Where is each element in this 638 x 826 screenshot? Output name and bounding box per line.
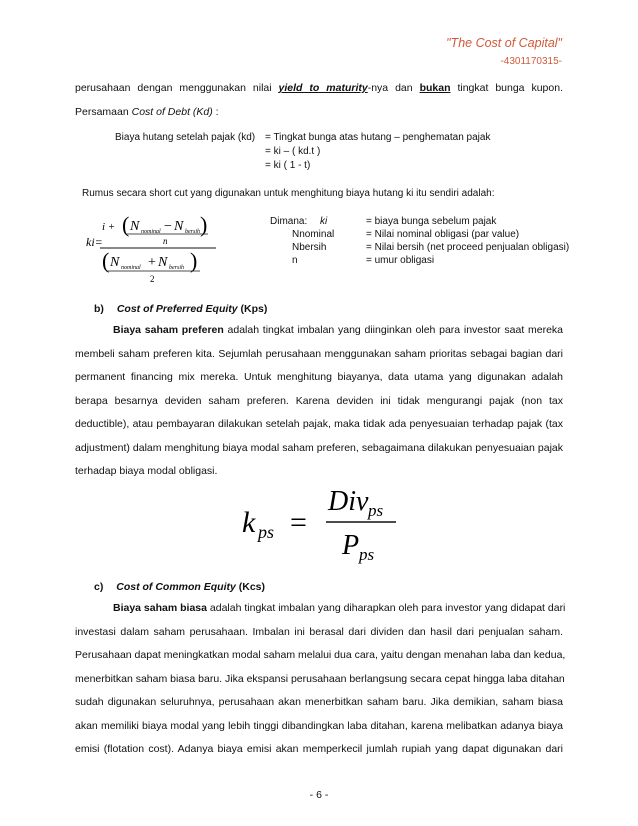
section-c-line: menerbitkan saham biasa baru. Jika ekspansi perusahaan berlangsung secara cepat hingga laba ditahan: [75, 672, 565, 685]
svg-text:N: N: [110, 255, 120, 270]
svg-text:ps: ps: [359, 545, 375, 564]
svg-text:bersih: bersih: [185, 229, 200, 235]
section-b-heading: b) Cost of Preferred Equity (Kps): [94, 303, 268, 315]
section-c-paragraph: [75, 597, 566, 762]
svg-text:2: 2: [150, 274, 155, 284]
svg-text:k: k: [242, 506, 256, 539]
svg-text:N: N: [174, 219, 184, 234]
svg-text:ps: ps: [368, 501, 384, 520]
svg-text:=: =: [290, 506, 307, 539]
section-c-line: investasi dalam saham perusahaan. Imbalan ini berasal dari dividen dan hasil dari penjualan saham.: [75, 625, 563, 638]
section-b-line: permanent financing mix mereka. Untuk menghitung biayanya, data utama yang digunakan adalah: [75, 371, 563, 383]
svg-text:i +: i +: [102, 221, 116, 233]
svg-text:Div: Div: [328, 486, 369, 517]
section-b-line: terhadap biaya modal obligasi.: [75, 465, 218, 477]
intro-line-2: Persamaan Cost of Debt (Kd) :: [75, 105, 219, 118]
svg-text:): ): [200, 212, 208, 237]
svg-text:−: −: [164, 219, 172, 234]
svg-text:nominal: nominal: [141, 229, 161, 235]
svg-text:nominal: nominal: [121, 265, 141, 271]
svg-text:): ): [190, 248, 198, 273]
document-page: "The Cost of Capital" -4301170315- perusahaan dengan menggunakan nilai yield to maturity-nya dan bukan tingkat bunga kupon. Persamaan Cost of Debt (Kd) : Biaya hutang setelah pajak (kd) = Tingkat bunga atas hutang – penghematan pajak = ki – ( kd.t ) = ki ( 1 - t) Rumus secara short cut yang digunakan untuk menghitung biaya hutang ki itu sendiri adalah: ki= i + ( N nominal − N bersih ) n ( N nominal + N bersih ) 2 Dimana: ki = biaya bunga sebelum pajak Nnominal = Nilai nominal obligasi (par value) Nbersih = Nilai bersih (net proceed penjualan obligasi) n = umur obligasi b) Cost of Preferred Equity (Kps) Biaya saham preferen adalah tingkat imbalan yang diinginkan oleh para investor saat mereka membeli saham preferen kita. Sejumlah perusahaan menggunakan saham prioritas sebagai bagian dari permanent financing mix mereka. Untuk menghitung biayanya, data utama yang digunakan adalah berapa besarnya deviden saham preferen. Karena deviden ini tidak mengurangi pajak (non tax deductible), atau pembayaran dilakukan setelah pajak, maka tidak ada penyesuaian terhadap pajak (tax adjustment) dalam menghitung biaya modal saham preferen, sebagaimana dilakukan penyesuaian pajak terhadap biaya modal obligasi. k ps = Div ps P ps c) Cost of Common Equity (Kcs) Biaya saham biasa adalah tingkat imbalan yang diharapkan oleh para investor yang didapat dari investasi dalam saham perusahaan. Imbalan ini berasal dari dividen dan hasil dari penjualan saham. Perusahaan dapat meningkatkan modal saham melalui dua cara, yaitu dengan menahan laba dan kedua, menerbitkan saham biasa baru. Jika ekspansi perusahaan berlangsung secara cepat hingga laba ditahan sudah digunakan seluruhnya, perusahaan akan menerbitkan saham baru. Jika demikian, saham biasa akan memiliki biaya modal yang lebih tinggi dibandingkan laba ditahan, karena melibatkan adanya biaya emisi (flotation cost). Adanya biaya emisi akan memperkecil jumlah rupiah yang dapat digunakan dari - 6 -: [0, 0, 638, 826]
page-number: - 6 -: [309, 789, 329, 801]
header-doc-id: -4301170315-: [500, 56, 562, 67]
section-c-line: Biaya saham biasa adalah tingkat imbalan yang diharapkan oleh para investor yang didapat dari: [113, 602, 566, 614]
svg-text:(: (: [102, 248, 110, 273]
svg-text:N: N: [158, 255, 168, 270]
bukan-term: bukan: [419, 82, 451, 94]
section-c-line: akan memiliki biaya modal yang lebih tinggi dibandingkan laba ditahan, karena melibatkan adanya biaya: [75, 719, 563, 732]
shortcut-formula-caption: Rumus secara short cut yang digunakan untuk menghitung biaya hutang ki itu sendiri adalah:: [82, 188, 495, 199]
ki-lhs: ki=: [86, 235, 103, 249]
section-b-line: deductible), atau pembayaran dilakukan setelah pajak, maka tidak ada penyesuaian terhadap pajak (tax: [75, 418, 563, 430]
cost-of-debt-lhs: Biaya hutang setelah pajak (kd): [115, 132, 256, 143]
kps-formula: [238, 476, 408, 566]
svg-text:bersih: bersih: [169, 265, 184, 271]
svg-text:+: +: [148, 255, 156, 270]
cost-of-debt-eq2: = ki – ( kd.t ): [265, 146, 321, 157]
cost-of-debt-eq1: = Tingkat bunga atas hutang – penghematan pajak: [265, 132, 491, 143]
header-title: "The Cost of Capital": [446, 36, 562, 50]
section-b-line: membeli saham preferen kita. Sejumlah perusahaan menggunakan saham prioritas sebagai bagian dari: [75, 347, 563, 360]
section-c-line: Perusahaan dapat meningkatkan modal saham melalui dua cara, yaitu dengan menahan laba dan kedua,: [75, 649, 566, 661]
section-b-paragraph: [75, 319, 563, 484]
cost-of-debt-eq3: = ki ( 1 - t): [265, 160, 311, 171]
yield-to-maturity-term: yield to maturity: [278, 82, 368, 94]
section-b-line: adjustment) dalam menghitung biaya modal saham preferen, sebagaimana dilakukan penyesuaian pajak: [75, 441, 563, 454]
section-c-line: sudah digunakan seluruhnya, perusahaan akan menerbitkan saham baru. Jika demikian, saham biasa: [75, 696, 563, 708]
svg-text:(: (: [122, 212, 130, 237]
svg-text:N: N: [130, 219, 140, 234]
section-c-heading: c) Cost of Common Equity (Kcs): [94, 581, 266, 593]
intro-paragraph: [75, 77, 563, 124]
ki-formula: [86, 208, 266, 286]
section-c-line: emisi (flotation cost). Adanya biaya emisi akan memperkecil jumlah rupiah yang dapat digunakan dari: [75, 743, 563, 755]
svg-text:P: P: [342, 530, 360, 561]
svg-text:n: n: [163, 236, 168, 246]
section-b-line: Biaya saham preferen adalah tingkat imbalan yang diinginkan oleh para investor saat mereka: [113, 324, 563, 336]
section-b-line: berapa besarnya deviden saham preferen. Karena deviden ini tidak mengurangi pajak (non tax: [75, 394, 563, 407]
svg-text:ps: ps: [258, 522, 275, 542]
intro-line-1: perusahaan dengan menggunakan nilai yield to maturity-nya dan bukan tingkat bunga kupon.: [75, 82, 563, 94]
